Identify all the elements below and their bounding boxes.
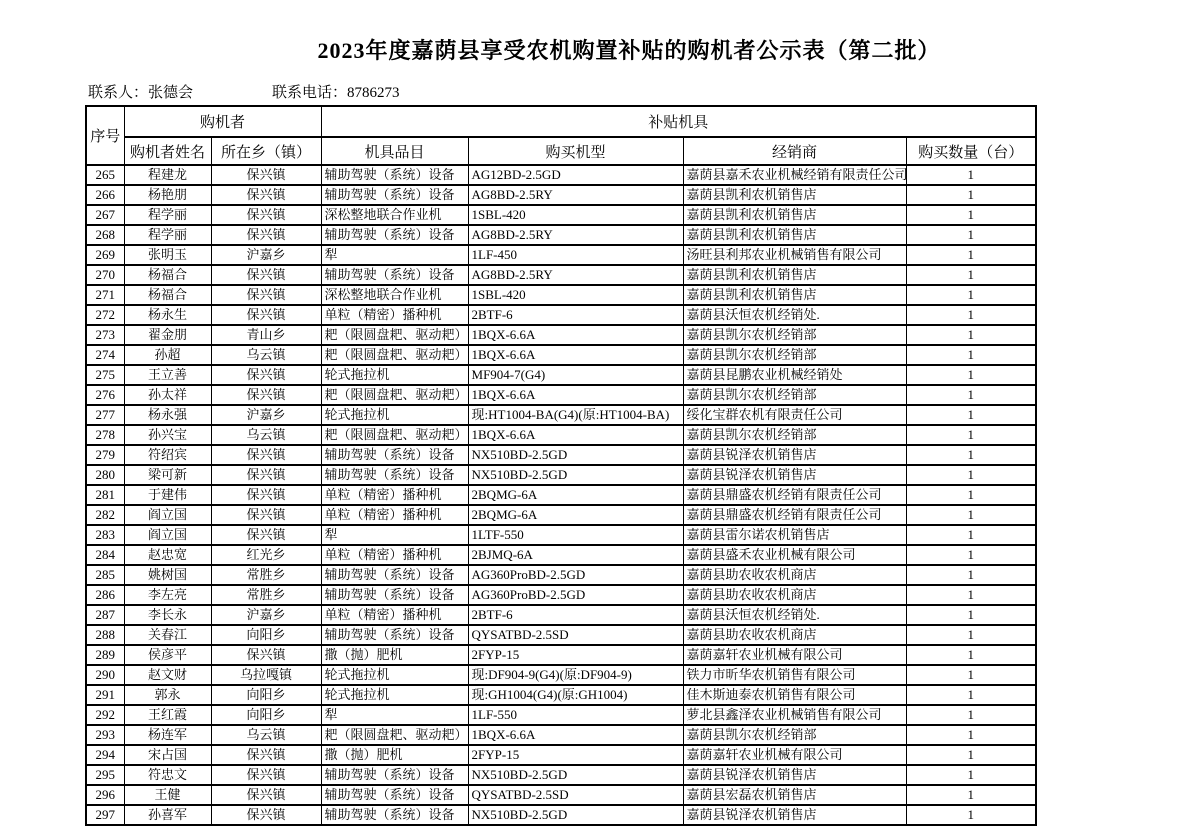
name-cell: 杨永强 [124, 405, 211, 425]
quantity-cell: 1 [906, 305, 1036, 325]
model-cell: AG360ProBD-2.5GD [468, 585, 683, 605]
name-cell: 孙太祥 [124, 385, 211, 405]
township-cell: 乌云镇 [211, 345, 321, 365]
name-cell: 符绍宾 [124, 445, 211, 465]
model-cell: 1BQX-6.6A [468, 425, 683, 445]
model-cell: AG12BD-2.5GD [468, 165, 683, 185]
township-cell: 保兴镇 [211, 485, 321, 505]
table-row [86, 665, 1036, 685]
township-cell: 乌拉嘎镇 [211, 665, 321, 685]
serial-cell: 282 [86, 505, 124, 525]
model-cell: 2BJMQ-6A [468, 545, 683, 565]
dealer-cell: 嘉荫县嘉禾农业机械经销有限责任公司 [683, 165, 906, 185]
table-row [86, 425, 1036, 445]
serial-cell: 288 [86, 625, 124, 645]
name-cell: 王立善 [124, 365, 211, 385]
table-row [86, 765, 1036, 785]
table-row [86, 805, 1036, 825]
table-row [86, 365, 1036, 385]
name-cell: 阎立国 [124, 525, 211, 545]
dealer-cell: 嘉荫县凯利农机销售店 [683, 285, 906, 305]
table-row [86, 605, 1036, 625]
township-cell: 向阳乡 [211, 685, 321, 705]
model-cell: 2BQMG-6A [468, 505, 683, 525]
category-cell: 耙（限圆盘耙、驱动耙） [321, 385, 468, 405]
dealer-cell: 嘉荫县凯尔农机经销部 [683, 725, 906, 745]
name-cell: 杨艳朋 [124, 185, 211, 205]
quantity-cell: 1 [906, 285, 1036, 305]
serial-cell: 283 [86, 525, 124, 545]
quantity-cell: 1 [906, 765, 1036, 785]
category-cell: 轮式拖拉机 [321, 685, 468, 705]
serial-cell: 291 [86, 685, 124, 705]
table-row [86, 485, 1036, 505]
township-cell: 乌云镇 [211, 725, 321, 745]
model-cell: 现:GH1004(G4)(原:GH1004) [468, 685, 683, 705]
model-cell: 1SBL-420 [468, 205, 683, 225]
category-cell: 单粒（精密）播种机 [321, 485, 468, 505]
name-cell: 张明玉 [124, 245, 211, 265]
header-group-purchaser: 购机者 [124, 106, 321, 137]
table-row [86, 185, 1036, 205]
quantity-cell: 1 [906, 345, 1036, 365]
dealer-cell: 嘉荫县凯利农机销售店 [683, 225, 906, 245]
category-cell: 轮式拖拉机 [321, 665, 468, 685]
quantity-cell: 1 [906, 525, 1036, 545]
township-cell: 保兴镇 [211, 305, 321, 325]
township-cell: 保兴镇 [211, 205, 321, 225]
table-row [86, 505, 1036, 525]
model-cell: 2BQMG-6A [468, 485, 683, 505]
township-cell: 常胜乡 [211, 565, 321, 585]
category-cell: 辅助驾驶（系统）设备 [321, 445, 468, 465]
quantity-cell: 1 [906, 245, 1036, 265]
category-cell: 辅助驾驶（系统）设备 [321, 625, 468, 645]
name-cell: 孙喜军 [124, 805, 211, 825]
township-cell: 保兴镇 [211, 385, 321, 405]
serial-cell: 274 [86, 345, 124, 365]
dealer-cell: 嘉荫县雷尔诺农机销售店 [683, 525, 906, 545]
dealer-cell: 嘉荫县鼎盛农机经销有限责任公司 [683, 505, 906, 525]
township-cell: 保兴镇 [211, 785, 321, 805]
header-model: 购买机型 [468, 137, 683, 165]
township-cell: 保兴镇 [211, 505, 321, 525]
table-row [86, 785, 1036, 805]
model-cell: 1LTF-550 [468, 525, 683, 545]
name-cell: 程建龙 [124, 165, 211, 185]
phone-number: 8786273 [347, 85, 400, 101]
table-row [86, 345, 1036, 365]
category-cell: 耙（限圆盘耙、驱动耙） [321, 325, 468, 345]
subsidy-table [85, 105, 1037, 826]
name-cell: 程学丽 [124, 205, 211, 225]
quantity-cell: 1 [906, 685, 1036, 705]
quantity-cell: 1 [906, 785, 1036, 805]
dealer-cell: 佳木斯迪泰农机销售有限公司 [683, 685, 906, 705]
model-cell: 现:HT1004-BA(G4)(原:HT1004-BA) [468, 405, 683, 425]
category-cell: 辅助驾驶（系统）设备 [321, 185, 468, 205]
serial-cell: 275 [86, 365, 124, 385]
dealer-cell: 汤旺县利邦农业机械销售有限公司 [683, 245, 906, 265]
category-cell: 辅助驾驶（系统）设备 [321, 565, 468, 585]
category-cell: 辅助驾驶（系统）设备 [321, 465, 468, 485]
category-cell: 深松整地联合作业机 [321, 205, 468, 225]
quantity-cell: 1 [906, 605, 1036, 625]
serial-cell: 284 [86, 545, 124, 565]
table-row [86, 585, 1036, 605]
quantity-cell: 1 [906, 705, 1036, 725]
name-cell: 杨连军 [124, 725, 211, 745]
dealer-cell: 嘉荫县宏磊农机销售店 [683, 785, 906, 805]
dealer-cell: 嘉荫县凯利农机销售店 [683, 185, 906, 205]
serial-cell: 287 [86, 605, 124, 625]
table-row [86, 565, 1036, 585]
category-cell: 犁 [321, 245, 468, 265]
dealer-cell: 嘉荫县沃恒农机经销处. [683, 305, 906, 325]
township-cell: 沪嘉乡 [211, 405, 321, 425]
serial-cell: 277 [86, 405, 124, 425]
serial-cell: 279 [86, 445, 124, 465]
township-cell: 沪嘉乡 [211, 605, 321, 625]
serial-cell: 268 [86, 225, 124, 245]
table-row [86, 445, 1036, 465]
township-cell: 青山乡 [211, 325, 321, 345]
dealer-cell: 嘉荫县凯尔农机经销部 [683, 345, 906, 365]
township-cell: 保兴镇 [211, 265, 321, 285]
dealer-cell: 绥化宝群农机有限责任公司 [683, 405, 906, 425]
category-cell: 辅助驾驶（系统）设备 [321, 765, 468, 785]
quantity-cell: 1 [906, 225, 1036, 245]
table-row [86, 465, 1036, 485]
township-cell: 保兴镇 [211, 225, 321, 245]
name-cell: 孙兴宝 [124, 425, 211, 445]
table-row [86, 385, 1036, 405]
name-cell: 孙超 [124, 345, 211, 365]
table-row [86, 165, 1036, 185]
serial-cell: 292 [86, 705, 124, 725]
name-cell: 侯彦平 [124, 645, 211, 665]
category-cell: 辅助驾驶（系统）设备 [321, 225, 468, 245]
model-cell: 现:DF904-9(G4)(原:DF904-9) [468, 665, 683, 685]
serial-cell: 272 [86, 305, 124, 325]
township-cell: 保兴镇 [211, 365, 321, 385]
quantity-cell: 1 [906, 745, 1036, 765]
name-cell: 姚树国 [124, 565, 211, 585]
name-cell: 阎立国 [124, 505, 211, 525]
category-cell: 耙（限圆盘耙、驱动耙） [321, 725, 468, 745]
model-cell: 1LF-550 [468, 705, 683, 725]
quantity-cell: 1 [906, 565, 1036, 585]
dealer-cell: 嘉荫县沃恒农机经销处. [683, 605, 906, 625]
category-cell: 犁 [321, 525, 468, 545]
quantity-cell: 1 [906, 545, 1036, 565]
name-cell: 赵忠宽 [124, 545, 211, 565]
township-cell: 保兴镇 [211, 745, 321, 765]
category-cell: 深松整地联合作业机 [321, 285, 468, 305]
category-cell: 辅助驾驶（系统）设备 [321, 165, 468, 185]
model-cell: AG8BD-2.5RY [468, 185, 683, 205]
quantity-cell: 1 [906, 445, 1036, 465]
dealer-cell: 嘉荫嘉轩农业机械有限公司 [683, 745, 906, 765]
category-cell: 单粒（精密）播种机 [321, 605, 468, 625]
name-cell: 王红霞 [124, 705, 211, 725]
table-row [86, 705, 1036, 725]
township-cell: 保兴镇 [211, 525, 321, 545]
model-cell: 1BQX-6.6A [468, 385, 683, 405]
township-cell: 保兴镇 [211, 185, 321, 205]
category-cell: 单粒（精密）播种机 [321, 545, 468, 565]
serial-cell: 270 [86, 265, 124, 285]
township-cell: 保兴镇 [211, 645, 321, 665]
township-cell: 保兴镇 [211, 765, 321, 785]
table-row [86, 205, 1036, 225]
name-cell: 于建伟 [124, 485, 211, 505]
header-dealer: 经销商 [683, 137, 906, 165]
serial-cell: 280 [86, 465, 124, 485]
serial-cell: 266 [86, 185, 124, 205]
model-cell: 1BQX-6.6A [468, 345, 683, 365]
quantity-cell: 1 [906, 265, 1036, 285]
model-cell: 2BTF-6 [468, 605, 683, 625]
model-cell: AG8BD-2.5RY [468, 265, 683, 285]
serial-cell: 273 [86, 325, 124, 345]
header-quantity: 购买数量（台） [906, 137, 1036, 165]
header-row-columns [86, 137, 1036, 165]
dealer-cell: 嘉荫县锐泽农机销售店 [683, 765, 906, 785]
township-cell: 常胜乡 [211, 585, 321, 605]
dealer-cell: 铁力市昕华农机销售有限公司 [683, 665, 906, 685]
serial-cell: 281 [86, 485, 124, 505]
model-cell: 2FYP-15 [468, 645, 683, 665]
township-cell: 保兴镇 [211, 805, 321, 825]
dealer-cell: 嘉荫县助农收农机商店 [683, 585, 906, 605]
name-cell: 杨福合 [124, 285, 211, 305]
name-cell: 符忠文 [124, 765, 211, 785]
serial-cell: 285 [86, 565, 124, 585]
serial-cell: 289 [86, 645, 124, 665]
category-cell: 单粒（精密）播种机 [321, 305, 468, 325]
category-cell: 单粒（精密）播种机 [321, 505, 468, 525]
category-cell: 犁 [321, 705, 468, 725]
header-group-equipment: 补贴机具 [321, 106, 1036, 137]
township-cell: 保兴镇 [211, 445, 321, 465]
serial-cell: 295 [86, 765, 124, 785]
model-cell: NX510BD-2.5GD [468, 765, 683, 785]
serial-cell: 278 [86, 425, 124, 445]
dealer-cell: 嘉荫县锐泽农机销售店 [683, 805, 906, 825]
name-cell: 程学丽 [124, 225, 211, 245]
contact-line [88, 81, 400, 102]
contact-label: 联系人： [88, 85, 149, 101]
dealer-cell: 嘉荫县凯利农机销售店 [683, 205, 906, 225]
township-cell: 沪嘉乡 [211, 245, 321, 265]
category-cell: 耙（限圆盘耙、驱动耙） [321, 345, 468, 365]
model-cell: AG360ProBD-2.5GD [468, 565, 683, 585]
model-cell: NX510BD-2.5GD [468, 445, 683, 465]
dealer-cell: 嘉荫县昆鹏农业机械经销处 [683, 365, 906, 385]
dealer-cell: 嘉荫县锐泽农机销售店 [683, 445, 906, 465]
quantity-cell: 1 [906, 405, 1036, 425]
model-cell: AG8BD-2.5RY [468, 225, 683, 245]
dealer-cell: 萝北县鑫泽农业机械销售有限公司 [683, 705, 906, 725]
serial-cell: 269 [86, 245, 124, 265]
serial-cell: 276 [86, 385, 124, 405]
serial-cell: 286 [86, 585, 124, 605]
model-cell: 1BQX-6.6A [468, 725, 683, 745]
name-cell: 杨永生 [124, 305, 211, 325]
quantity-cell: 1 [906, 185, 1036, 205]
table-row [86, 625, 1036, 645]
dealer-cell: 嘉荫县助农收农机商店 [683, 565, 906, 585]
dealer-cell: 嘉荫县凯尔农机经销部 [683, 385, 906, 405]
township-cell: 保兴镇 [211, 285, 321, 305]
table-row [86, 545, 1036, 565]
township-cell: 保兴镇 [211, 465, 321, 485]
dealer-cell: 嘉荫县锐泽农机销售店 [683, 465, 906, 485]
name-cell: 李长永 [124, 605, 211, 625]
table-row [86, 405, 1036, 425]
quantity-cell: 1 [906, 385, 1036, 405]
model-cell: QYSATBD-2.5SD [468, 625, 683, 645]
table-row [86, 685, 1036, 705]
name-cell: 郭永 [124, 685, 211, 705]
quantity-cell: 1 [906, 625, 1036, 645]
model-cell: NX510BD-2.5GD [468, 465, 683, 485]
name-cell: 翟金朋 [124, 325, 211, 345]
header-name: 购机者姓名 [124, 137, 211, 165]
serial-cell: 265 [86, 165, 124, 185]
township-cell: 向阳乡 [211, 705, 321, 725]
model-cell: MF904-7(G4) [468, 365, 683, 385]
table-row [86, 725, 1036, 745]
model-cell: 1LF-450 [468, 245, 683, 265]
category-cell: 辅助驾驶（系统）设备 [321, 785, 468, 805]
table-row [86, 265, 1036, 285]
category-cell: 辅助驾驶（系统）设备 [321, 585, 468, 605]
serial-cell: 267 [86, 205, 124, 225]
serial-cell: 297 [86, 805, 124, 825]
page-title: 2023年度嘉荫县享受农机购置补贴的购机者公示表（第二批） [317, 38, 941, 63]
category-cell: 辅助驾驶（系统）设备 [321, 265, 468, 285]
table-row [86, 245, 1036, 265]
model-cell: 2BTF-6 [468, 305, 683, 325]
serial-cell: 294 [86, 745, 124, 765]
serial-cell: 290 [86, 665, 124, 685]
quantity-cell: 1 [906, 725, 1036, 745]
name-cell: 关春江 [124, 625, 211, 645]
table-row [86, 305, 1036, 325]
township-cell: 向阳乡 [211, 625, 321, 645]
table-row [86, 285, 1036, 305]
category-cell: 耙（限圆盘耙、驱动耙） [321, 425, 468, 445]
model-cell: 2FYP-15 [468, 745, 683, 765]
name-cell: 宋占国 [124, 745, 211, 765]
dealer-cell: 嘉荫县盛禾农业机械有限公司 [683, 545, 906, 565]
dealer-cell: 嘉荫县助农收农机商店 [683, 625, 906, 645]
contact-person [88, 81, 272, 102]
table-row [86, 525, 1036, 545]
category-cell: 辅助驾驶（系统）设备 [321, 805, 468, 825]
township-cell: 乌云镇 [211, 425, 321, 445]
quantity-cell: 1 [906, 325, 1036, 345]
serial-cell: 296 [86, 785, 124, 805]
quantity-cell: 1 [906, 645, 1036, 665]
contact-name: 张德会 [148, 85, 194, 101]
category-cell: 轮式拖拉机 [321, 405, 468, 425]
name-cell: 王健 [124, 785, 211, 805]
name-cell: 赵文财 [124, 665, 211, 685]
table-row [86, 645, 1036, 665]
dealer-cell: 嘉荫县凯尔农机经销部 [683, 325, 906, 345]
table-row [86, 325, 1036, 345]
name-cell: 梁可新 [124, 465, 211, 485]
dealer-cell: 嘉荫县凯利农机销售店 [683, 265, 906, 285]
phone-label: 联系电话： [272, 85, 348, 101]
category-cell: 撒（抛）肥机 [321, 645, 468, 665]
dealer-cell: 嘉荫县凯尔农机经销部 [683, 425, 906, 445]
model-cell: NX510BD-2.5GD [468, 805, 683, 825]
model-cell: QYSATBD-2.5SD [468, 785, 683, 805]
quantity-cell: 1 [906, 805, 1036, 825]
township-cell: 保兴镇 [211, 165, 321, 185]
serial-cell: 271 [86, 285, 124, 305]
table-row [86, 225, 1036, 245]
quantity-cell: 1 [906, 585, 1036, 605]
township-cell: 红光乡 [211, 545, 321, 565]
contact-phone [272, 81, 400, 102]
quantity-cell: 1 [906, 365, 1036, 385]
dealer-cell: 嘉荫县鼎盛农机经销有限责任公司 [683, 485, 906, 505]
quantity-cell: 1 [906, 425, 1036, 445]
table-header [86, 106, 1036, 165]
table-row [86, 745, 1036, 765]
model-cell: 1BQX-6.6A [468, 325, 683, 345]
header-row-groups [86, 106, 1036, 137]
model-cell: 1SBL-420 [468, 285, 683, 305]
quantity-cell: 1 [906, 505, 1036, 525]
quantity-cell: 1 [906, 165, 1036, 185]
quantity-cell: 1 [906, 665, 1036, 685]
serial-cell: 293 [86, 725, 124, 745]
name-cell: 杨福合 [124, 265, 211, 285]
header-serial: 序号 [86, 106, 124, 165]
table-body [86, 165, 1036, 825]
header-category: 机具品目 [321, 137, 468, 165]
category-cell: 撒（抛）肥机 [321, 745, 468, 765]
quantity-cell: 1 [906, 205, 1036, 225]
name-cell: 李左亮 [124, 585, 211, 605]
category-cell: 轮式拖拉机 [321, 365, 468, 385]
quantity-cell: 1 [906, 485, 1036, 505]
header-township: 所在乡（镇） [211, 137, 321, 165]
dealer-cell: 嘉荫嘉轩农业机械有限公司 [683, 645, 906, 665]
quantity-cell: 1 [906, 465, 1036, 485]
